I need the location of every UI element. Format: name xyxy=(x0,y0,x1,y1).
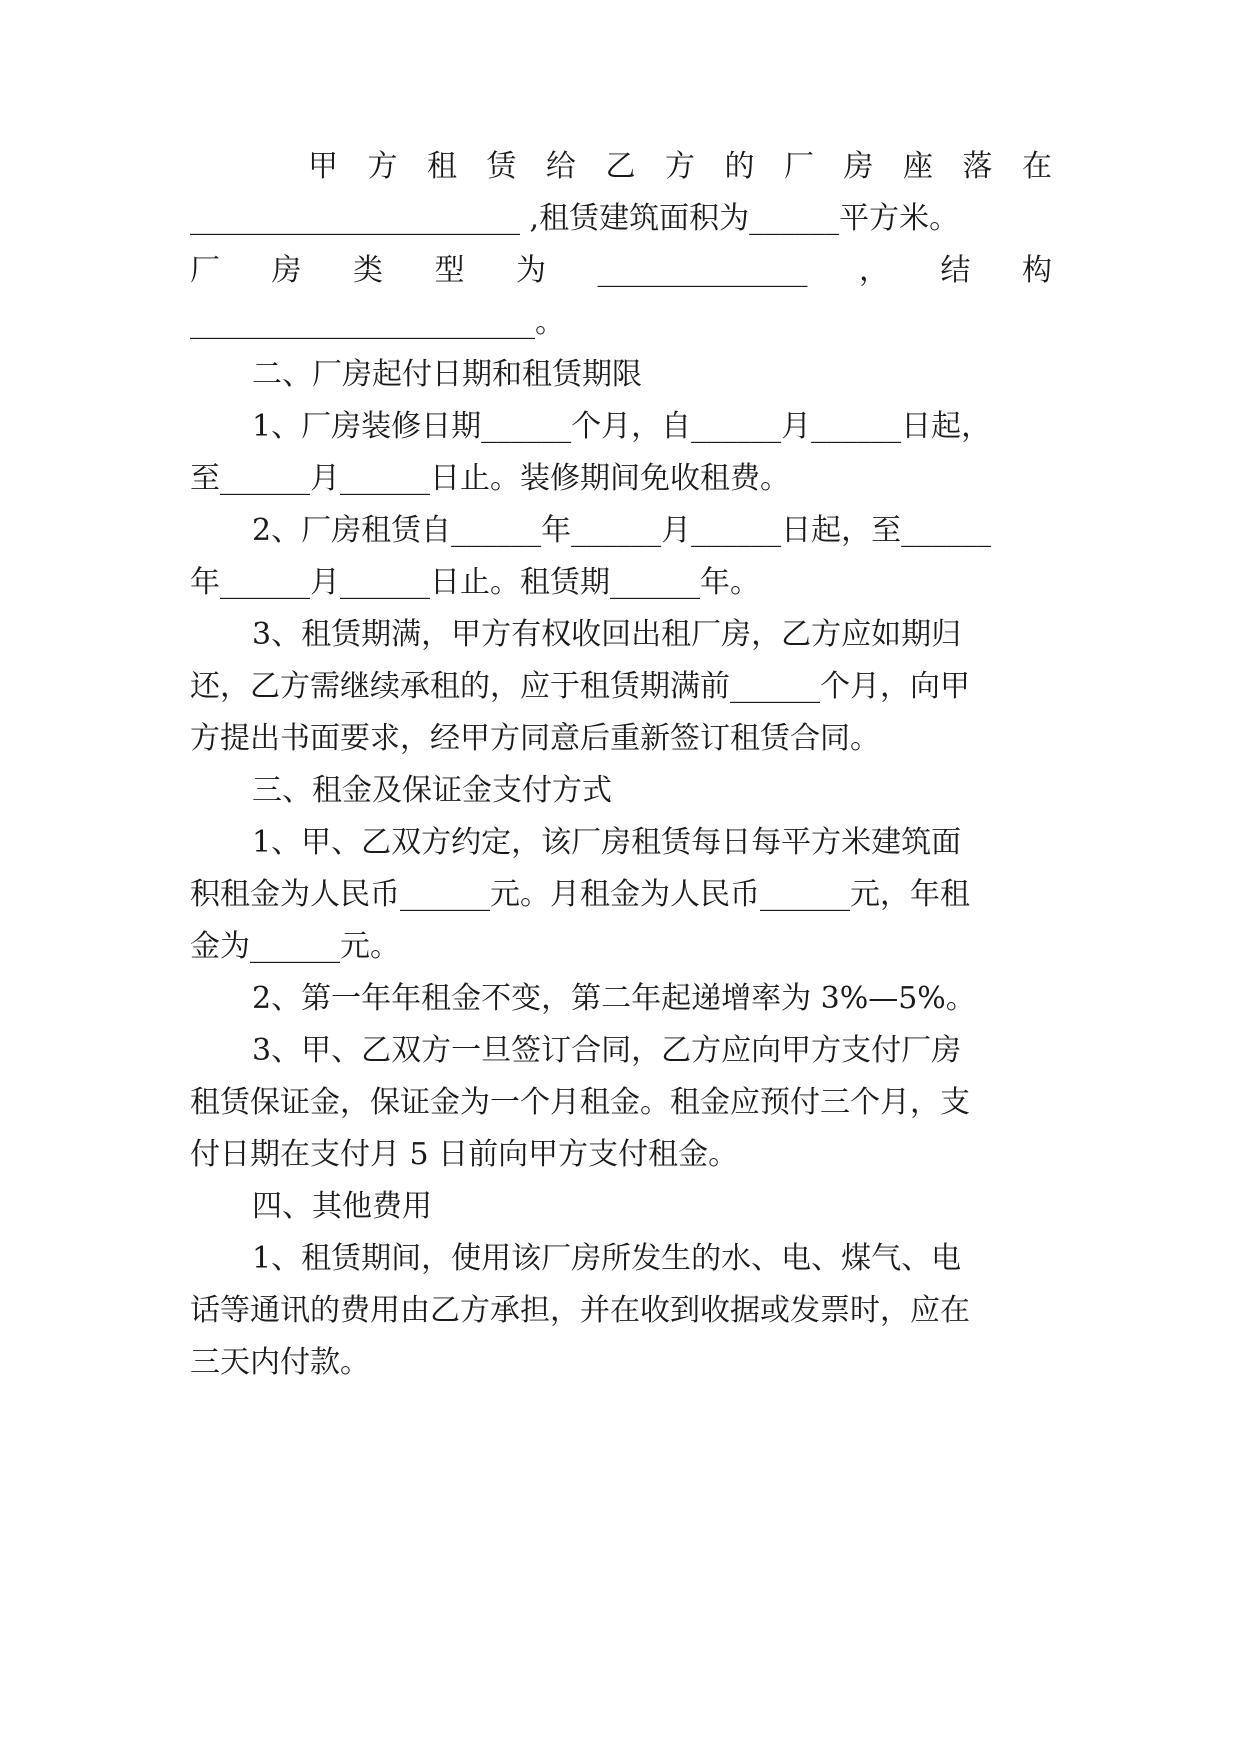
text-line: 方提出书面要求，经甲方同意后重新签订租赁合同。 xyxy=(190,721,880,756)
section-heading: 四、其他费用 xyxy=(252,1189,432,1224)
section-heading: 二、厂房起付日期和租赁期限 xyxy=(252,357,642,392)
text-line: 话等通讯的费用由乙方承担，并在收到收据或发票时，应在 xyxy=(190,1293,970,1328)
text-line: 租赁保证金，保证金为一个月租金。租金应预付三个月，支 xyxy=(190,1085,970,1120)
text-line: 2、厂房租赁自______年______月______日起，至______ xyxy=(252,513,992,548)
text-line: 1、厂房装修日期______个月，自______月______日起， xyxy=(252,409,992,444)
text-line: 付日期在支付月 5 日前向甲方支付租金。 xyxy=(190,1137,739,1172)
text-line: 三天内付款。 xyxy=(190,1345,370,1380)
text-line: 2、第一年年租金不变，第二年起递增率为 3%—5%。 xyxy=(252,981,976,1016)
section-heading: 三、租金及保证金支付方式 xyxy=(252,773,612,808)
text-line: 还，乙方需继续承租的，应于租赁期满前______个月，向甲 xyxy=(190,669,970,704)
text-line: 1、甲、乙双方约定，该厂房租赁每日每平方米建筑面 xyxy=(252,825,962,860)
text-line: 金为______元。 xyxy=(190,929,400,964)
text-line: 甲方租赁给乙方的厂房座落在 xyxy=(308,149,1052,184)
text-line: 1、租赁期间，使用该厂房所发生的水、电、煤气、电 xyxy=(252,1241,962,1276)
text-line: 3、租赁期满，甲方有权收回出租厂房，乙方应如期归 xyxy=(252,617,962,652)
text-line: ______________________ ,租赁建筑面积为______平方米。 xyxy=(190,201,960,236)
text-line: 至______月______日止。装修期间免收租费。 xyxy=(190,461,790,496)
text-line: 3、甲、乙双方一旦签订合同，乙方应向甲方支付厂房 xyxy=(252,1033,962,1068)
text-line: 积租金为人民币______元。月租金为人民币______元，年租 xyxy=(190,877,970,912)
text-line: 厂房类型为______________，结构 xyxy=(190,253,1052,288)
text-line: _______________________。 xyxy=(190,305,565,340)
text-line: 年______月______日止。租赁期______年。 xyxy=(190,565,760,600)
